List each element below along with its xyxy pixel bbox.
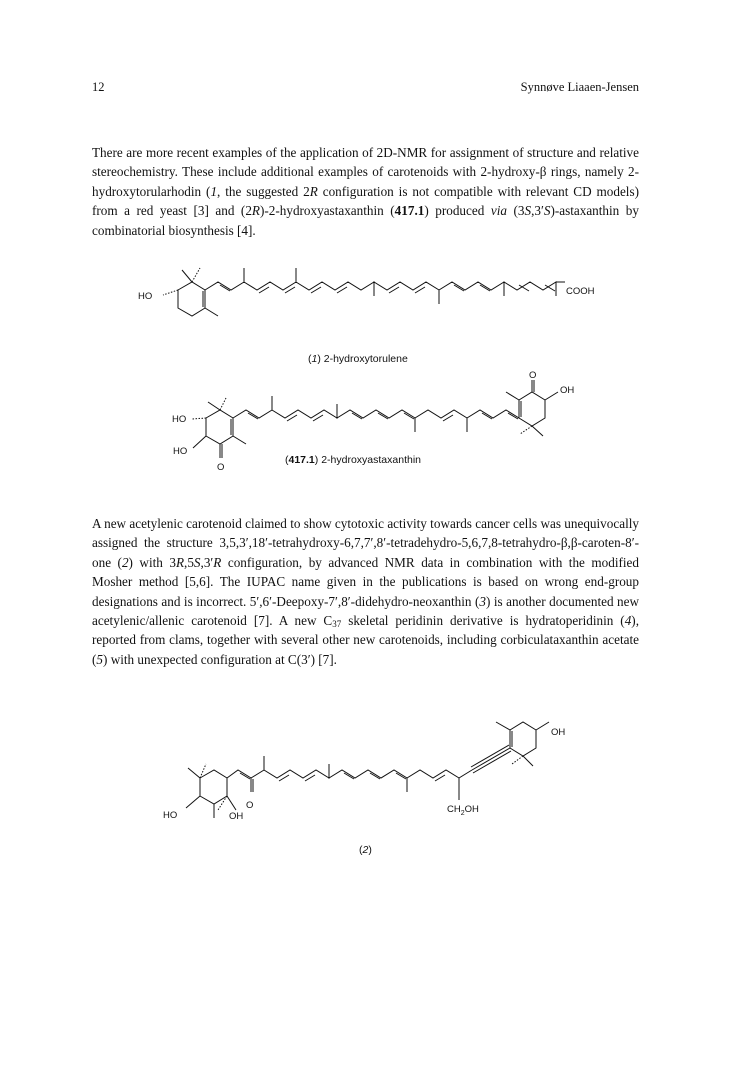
text-run: skeletal peridinin derivative is hydratoperidinin ( (341, 613, 625, 629)
ketone-oxygen-label: O (529, 370, 537, 381)
text-run: (3 (506, 203, 525, 219)
compound-ref: 417.1 (394, 203, 425, 219)
figure-3-caption: (2) (359, 844, 372, 856)
text-run: ,5 (184, 554, 194, 570)
text-run: , the suggested 2 (217, 183, 310, 199)
figure-1-caption: (1) 2-hydroxytorulene (308, 353, 408, 365)
text-run: ) produced (424, 203, 491, 219)
text-run: ) with 3 (128, 554, 176, 570)
text-run: )-2-hydroxyastaxanthin ( (259, 203, 395, 219)
compound-ref: 2 (121, 554, 129, 570)
text-run: )-astaxanthin by combinatorial biosynthesis [4]. (92, 203, 639, 238)
stereo-descriptor: S (524, 203, 532, 219)
text-run: ) with unexpected configuration at C(3′) [7]. (103, 651, 337, 667)
stereo-descriptor: R (175, 554, 185, 570)
stereo-descriptor: R (213, 554, 222, 570)
text-run: ,3′ (200, 554, 214, 570)
structure-2-bonds (186, 722, 549, 818)
running-head-author: Synnøve Liaaen-Jensen (520, 80, 639, 94)
hydroxyl-label: HO (172, 414, 187, 425)
compound-ref: 1 (210, 183, 218, 199)
text-run: ) is another documented new acetylenic/allenic carotenoid [7]. A new C (92, 593, 639, 629)
text-run: ,3′ (531, 203, 544, 219)
stereo-descriptor: S (543, 203, 551, 219)
structure-1-bonds (163, 268, 565, 316)
compound-ref: 4 (624, 613, 632, 629)
structure-417-1-bonds (192, 380, 558, 458)
figure-2-caption: (417.1) 2-hydroxyastaxanthin (285, 454, 422, 466)
ketone-oxygen-label: O (246, 800, 254, 811)
paragraph-1 (92, 143, 639, 240)
page-number: 12 (92, 80, 105, 94)
compound-ref: 5 (96, 651, 103, 667)
ketone-oxygen-label: O (217, 462, 225, 473)
paragraph-2 (92, 514, 639, 669)
hydroxyl-label: HO (138, 291, 153, 302)
hydroxyl-label: OH (551, 727, 566, 738)
page-header (92, 80, 639, 100)
hydroxyl-label: OH (229, 811, 244, 822)
hydroxymethyl-label: $CH_2OH$ (447, 804, 479, 817)
hydroxyl-label: HO (173, 446, 188, 457)
hydroxyl-label: HO (163, 810, 178, 821)
stereo-descriptor: S (193, 554, 201, 570)
text-run: ), reported from clams, together with several other new carotenoids, including corbiculataxanthin acetate ( (92, 613, 639, 667)
compound-ref: 3 (479, 593, 486, 609)
hydroxyl-label: OH (560, 385, 575, 396)
stereo-descriptor: R (309, 183, 318, 199)
text-run: configuration is not compatible with relevant CD models) from a red yeast [3] and (2 (92, 183, 639, 219)
carboxyl-label: COOH (566, 286, 595, 297)
text-run: configuration, by advanced NMR data in combination with the modified Mosher method [5,6]. The IUPAC name given in the publications is based on wrong end-group designations and is incorrect. 5′,6′-Deepoxy-7′,8′-didehydro-neoxanthin ( (92, 554, 639, 609)
stereo-descriptor: R (251, 203, 260, 219)
text-run: A new acetylenic carotenoid claimed to show cytotoxic activity towards cancer cells was unequivocally assigned the structure 3,5,3′,18′-tetrahydroxy-6,7,7′,8′-tetradehydro-5,6,7,8-tetrahydro-β,β-caroten-8′-one ( (92, 516, 639, 570)
subscript: 37 (332, 619, 342, 630)
italic-word: via (490, 203, 507, 219)
text-run: There are more recent examples of the application of 2D-NMR for assignment of structure and relative stereochemistry. These include additional examples of carotenoids with 2-hydroxy-β rings, namely 2-hydroxytorularhodin ( (92, 145, 639, 199)
